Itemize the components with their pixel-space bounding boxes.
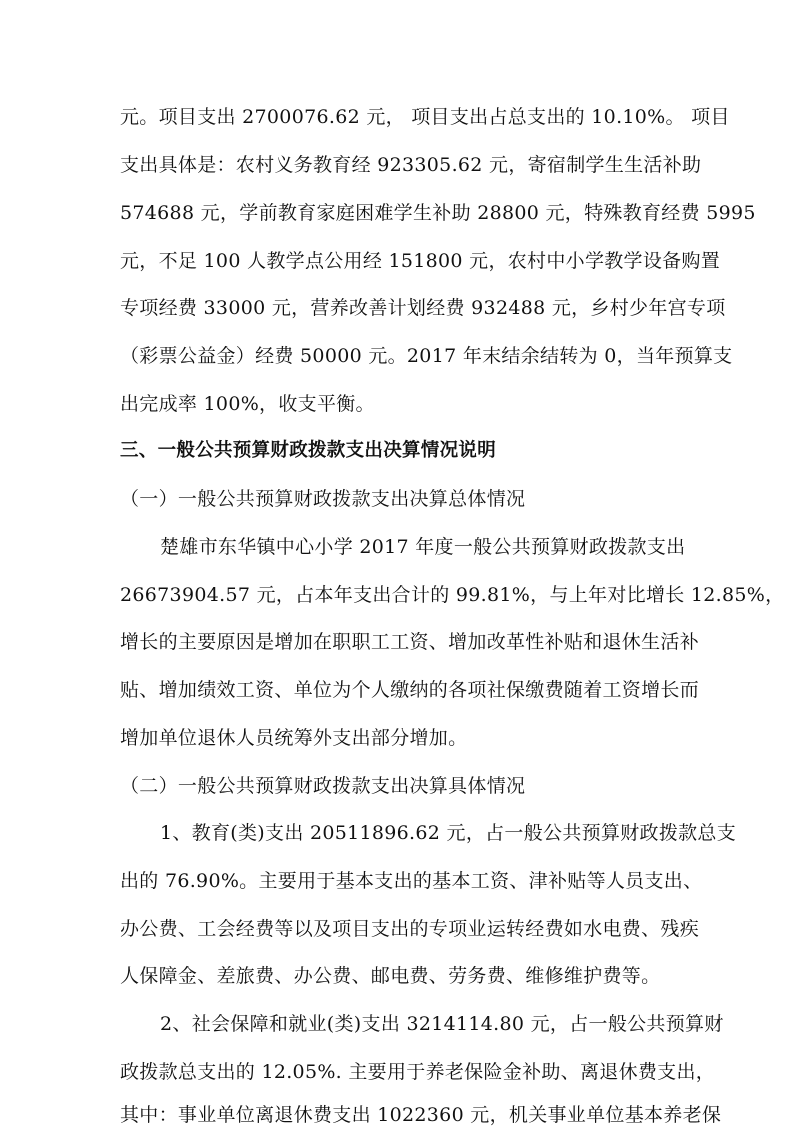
body-text-line: 楚雄市东华镇中心小学 2017 年度一般公共预算财政拨款支出 — [160, 536, 686, 558]
subsection-heading: （一）一般公共预算财政拨款支出决算总体情况 — [120, 488, 526, 510]
body-text-line: 增长的主要原因是增加在职职工工资、增加改革性补贴和退休生活补 — [120, 631, 700, 653]
body-text-line: 支出具体是：农村义务教育经 923305.62 元，寄宿制学生生活补助 — [120, 154, 702, 176]
body-text-line: 其中：事业单位离退休费支出 1022360 元，机关事业单位基本养老保 — [120, 1104, 722, 1126]
body-text-line: （彩票公益金）经费 50000 元。2017 年末结余结转为 0，当年预算支 — [120, 345, 733, 367]
body-text-line: 2、社会保障和就业(类)支出 3214114.80 元，占一般公共预算财 — [160, 1013, 724, 1035]
body-text-line: 元。项目支出 2700076.62 元， 项目支出占总支出的 10.10%。 项目 — [120, 106, 730, 128]
body-text-line: 26673904.57 元，占本年支出合计的 99.81%，与上年对比增长 12.85%， — [120, 584, 785, 606]
body-text-line: 办公费、工会经费等以及项目支出的专项业运转经费如水电费、残疾 — [120, 918, 700, 940]
body-text-line: 1、教育(类)支出 20511896.62 元，占一般公共预算财政拨款总支 — [160, 822, 737, 844]
body-text-line: 出完成率 100%，收支平衡。 — [120, 393, 375, 415]
subsection-heading: （二）一般公共预算财政拨款支出决算具体情况 — [120, 775, 526, 797]
body-text-line: 人保障金、差旅费、办公费、邮电费、劳务费、维修维护费等。 — [120, 965, 661, 987]
body-text-line: 出的 76.90%。主要用于基本支出的基本工资、津补贴等人员支出、 — [120, 870, 703, 892]
body-text-line: 政拨款总支出的 12.05%. 主要用于养老保险金补助、离退休费支出， — [120, 1061, 716, 1083]
body-text-line: 574688 元，学前教育家庭困难学生补助 28800 元，特殊教育经费 5995 — [120, 202, 756, 224]
section-heading: 三、一般公共预算财政拨款支出决算情况说明 — [120, 440, 497, 461]
body-text-line: 贴、增加绩效工资、单位为个人缴纳的各项社保缴费随着工资增长而 — [120, 679, 700, 701]
body-text-line: 专项经费 33000 元，营养改善计划经费 932488 元，乡村少年宫专项 — [120, 297, 726, 319]
body-text-line: 元，不足 100 人教学点公用经 151800 元，农村中小学教学设备购置 — [120, 250, 721, 272]
body-text-line: 增加单位退休人员统筹外支出部分增加。 — [120, 727, 468, 749]
